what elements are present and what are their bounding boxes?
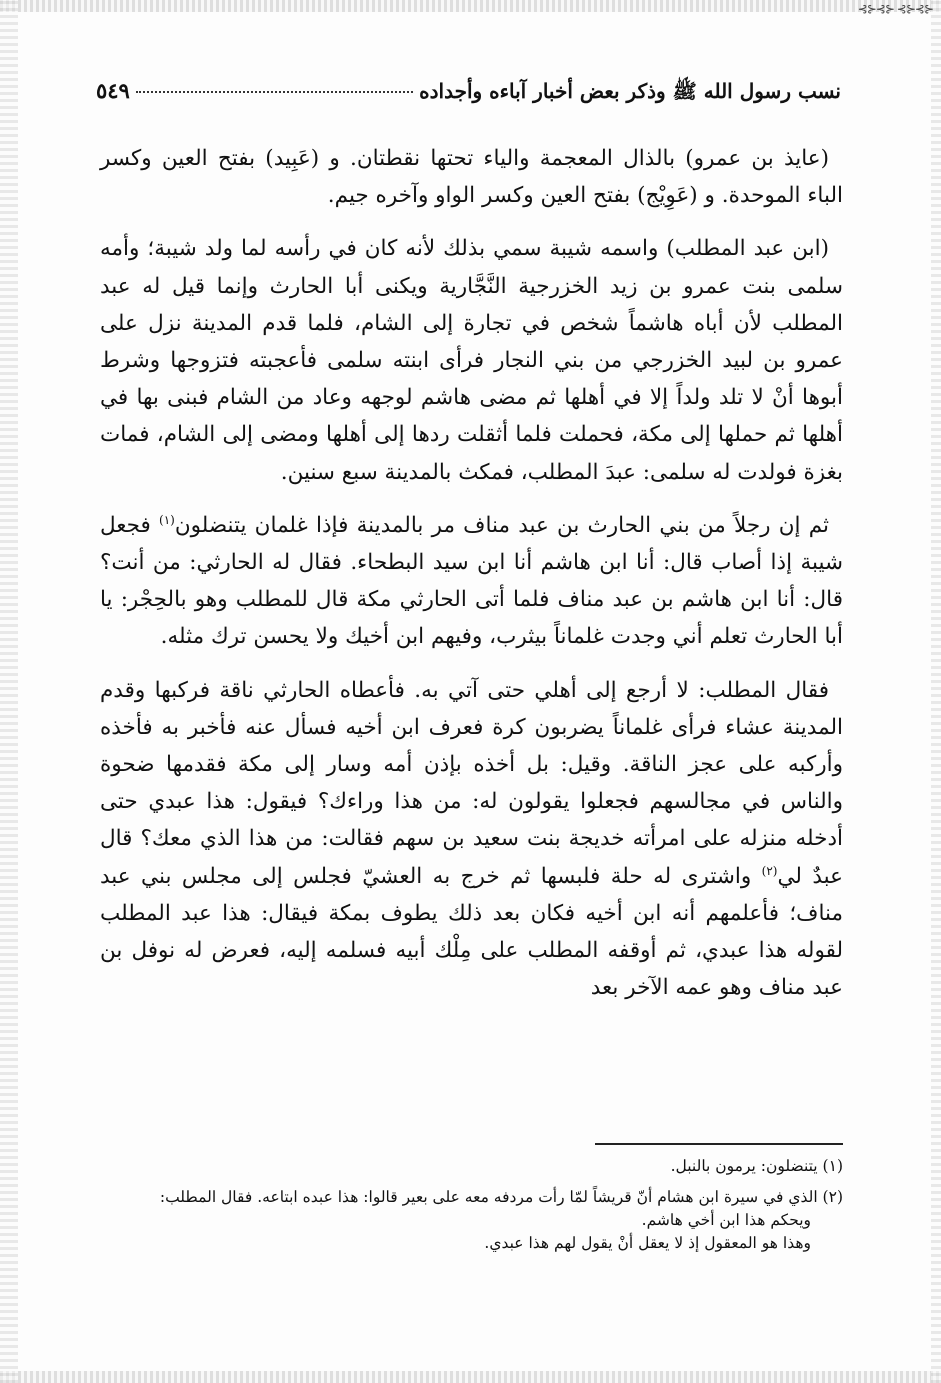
running-header <box>96 78 841 108</box>
paragraph-3-text-b: فجعل شيبة إذا أصاب قال: أنا ابن هاشم أنا ابن سيد البطحاء. فقال له الحارثي: من أنت؟ قال: أنا ابن هاشم بن عبد مناف فلما أتى الحارثي مكة قال للمطلب وهو بالحِجْر: يا أبا الحارث تعلم أني وجدت غلماناً بيثرب، وفيهم ابن أخيك ولا يحسن ترك مثله. <box>100 512 843 650</box>
page-border-right <box>931 0 941 1383</box>
page-border-top <box>0 0 941 12</box>
footnote-2: (٢) الذي في سيرة ابن هشام أنّ قريشاً لمّا رأت مردفه معه على بعير قالوا: هذا عبده ابتاعه. فقال المطلب: <box>159 1188 843 1206</box>
paragraph-3-text-a: ثم إن رجلاً من بني الحارث بن عبد مناف مر بالمدينة فإذا غلمان يتنضلون <box>174 512 829 538</box>
footnote-2-continuation: ويحكم هذا ابن أخي هاشم. <box>641 1211 811 1229</box>
header-dot-leader <box>136 91 413 93</box>
corner-ornament-icon: ⊰⊱⊰⊱ ⊰⊱⊰⊱ <box>857 2 933 16</box>
footnotes <box>100 1155 843 1255</box>
page-number: ٥٤٩ <box>96 78 130 103</box>
main-text <box>100 140 843 1022</box>
page-border-bottom <box>0 1371 941 1383</box>
paragraph-3 <box>100 507 843 656</box>
paragraph-2: (ابن عبد المطلب) واسمه شيبة سمي بذلك لأنه كان في رأسه لما ولد شيبة؛ وأمه سلمى بنت عمرو بن زيد الخزرجية النَّجَّارية ويكنى أبا الحارث وإنما قيل له عبد المطلب لأن أباه هاشماً شخص في تجارة إلى الشام، فلما قدم المدينة نزل على عمرو بن لبيد الخزرجي من بني النجار فرأى ابنته سلمى فأعجبته فتزوجها وشرط أبوها أنْ لا تلد ولداً إلا في أهلها ثم مضى هاشم لوجهه وعاد من الشام فبنى بها في أهلها ثم حملها إلى مكة، فحملت فلما أثقلت ردها إلى أهلها ومضى إلى الشام، فمات بغزة فولدت له سلمى: عبدَ المطلب، فمكث بالمدينة سبع سنين. <box>100 236 843 485</box>
paragraph-4-text-b: واشترى له حلة فلبسها ثم خرج به العشيّ فجلس إلى مجلس بني عبد مناف؛ فأعلمهم أنه ابن أخيه فكان بعد ذلك يطوف بمكة فيقال: هذا عبد المطلب لقوله هذا عبدي، ثم أوقفه المطلب على مِلْك أبيه فسلمه إليه، فعرض له نوفل بن عبد مناف وهو عمه الآخر بعد <box>100 863 843 1001</box>
paragraph-4 <box>100 672 843 1007</box>
footnote-2-note: وهذا هو المعقول إذ لا يعقل أنْ يقول لهم هذا عبدي. <box>484 1234 811 1252</box>
header-title: نسب رسول الله ﷺ وذكر بعض أخبار آباءه وأجداده <box>419 79 841 103</box>
paragraph-4-text-a: فقال المطلب: لا أرجع إلى أهلي حتى آتي به. فأعطاه الحارثي ناقة فركبها وقدم المدينة عشاء فرأى غلماناً يضربون كرة فعرف ابن أخيه فسأل عنه فأخبر به فأخذه وأركبه على عجز الناقة. وقيل: بل أخذه بإذن أمه وسار إلى مكة فقدمها ضحوة والناس في مجالسهم فجعلوا يقولون له: من هذا وراءك؟ فيقول: هذا عبدي حتى أدخله منزله على امرأته خديجة بنت سعيد بن سهم فقالت: من هذا الذي معك؟ قال عبدٌ لي <box>100 677 843 889</box>
footnote-1: (١) يتنضلون: يرمون بالنبل. <box>670 1157 843 1175</box>
page-border-left <box>0 0 18 1383</box>
paragraph-1: (عايذ بن عمرو) بالذال المعجمة والياء تحتها نقطتان. و (عَبِيد) بفتح العين وكسر الباء الموحدة. و (عَوِيْج) بفتح العين وكسر الواو وآخره جيم. <box>100 146 843 209</box>
footnote-separator <box>595 1143 843 1145</box>
footnote-ref-1: (١) <box>159 512 175 527</box>
footnote-ref-2: (٢) <box>761 863 778 878</box>
